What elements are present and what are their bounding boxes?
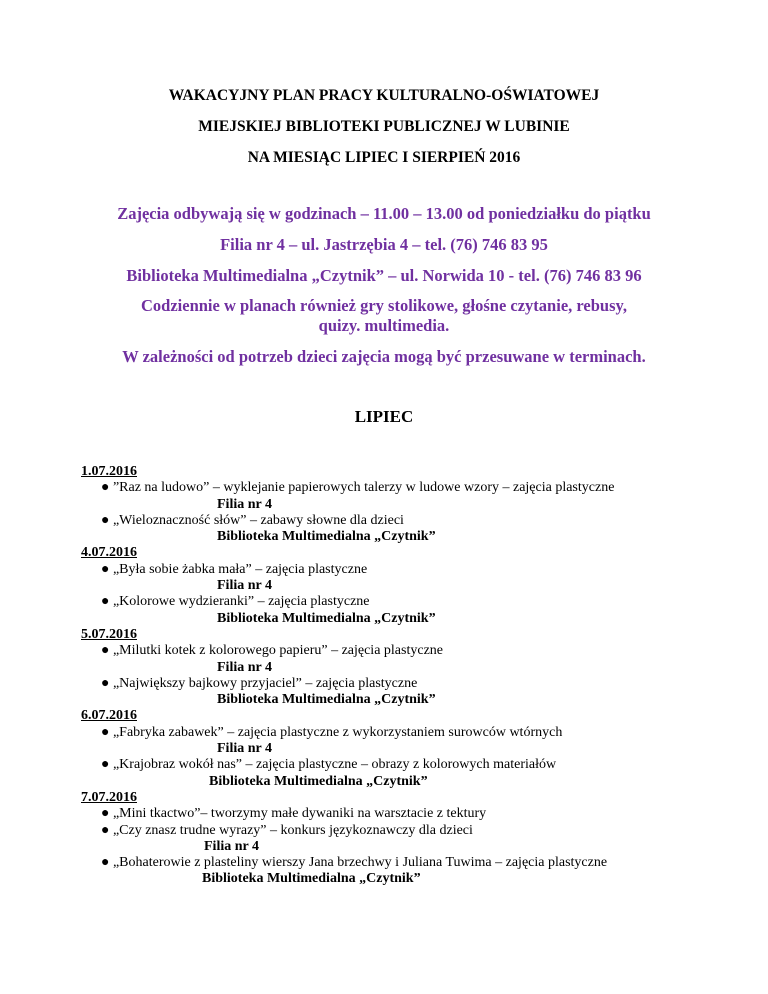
- schedule-location: Biblioteka Multimedialna „Czytnik”: [217, 692, 436, 708]
- czytnik-info: Biblioteka Multimedialna „Czytnik” – ul. Norwida 10 - tel. (76) 746 83 96: [126, 266, 642, 285]
- schedule-item: ● ”Raz na ludowo” – wyklejanie papierowych talerzy w ludowe wzory – zajęcia plastyczne: [101, 480, 615, 496]
- schedule-location: Filia nr 4: [217, 496, 272, 512]
- schedule-item: ● „Bohaterowie z plasteliny wierszy Jana brzechwy i Juliana Tuwima – zajęcia plastyczne: [101, 855, 608, 871]
- schedule-item: ● „Największy bajkowy przyjaciel” – zajęcia plastyczne: [101, 675, 418, 691]
- month-heading: LIPIEC: [354, 407, 414, 426]
- hours-info: Zajęcia odbywają się w godzinach – 11.00 – 13.00 od poniedziałku do piątku: [117, 204, 651, 223]
- title-line-1: WAKACYJNY PLAN PRACY KULTURALNO-OŚWIATOWEJ: [168, 87, 600, 104]
- daily-info-line-1: Codziennie w planach również gry stolikowe, głośne czytanie, rebusy,: [141, 296, 627, 315]
- schedule-date: 5.07.2016: [81, 626, 137, 642]
- schedule-item: ● „Czy znasz trudne wyrazy” – konkurs językoznawczy dla dzieci: [101, 822, 473, 838]
- schedule-note: W zależności od potrzeb dzieci zajęcia mogą być przesuwane w terminach.: [122, 347, 646, 366]
- schedule-item: ● „Wieloznaczność słów” – zabawy słowne dla dzieci: [101, 512, 404, 528]
- schedule-item: ● „Była sobie żabka mała” – zajęcia plastyczne: [101, 561, 368, 577]
- schedule-location: Biblioteka Multimedialna „Czytnik”: [202, 871, 421, 887]
- filia-info: Filia nr 4 – ul. Jastrzębia 4 – tel. (76) 746 83 95: [220, 235, 548, 254]
- schedule-item: ● „Milutki kotek z kolorowego papieru” – zajęcia plastyczne: [101, 643, 443, 659]
- schedule-date: 7.07.2016: [81, 789, 137, 805]
- schedule-date: 1.07.2016: [81, 464, 137, 479]
- schedule-location: Filia nr 4: [217, 659, 272, 675]
- schedule-date: 6.07.2016: [81, 708, 137, 724]
- schedule-item: ● „Fabryka zabawek” – zajęcia plastyczne z wykorzystaniem surowców wtórnych: [101, 724, 563, 740]
- schedule-date: 4.07.2016: [81, 545, 137, 561]
- title-line-2: MIEJSKIEJ BIBLIOTEKI PUBLICZNEJ W LUBINIE: [198, 118, 570, 135]
- schedule-location: Biblioteka Multimedialna „Czytnik”: [209, 773, 428, 789]
- schedule-location: Filia nr 4: [217, 741, 272, 757]
- schedule-location: Biblioteka Multimedialna „Czytnik”: [217, 529, 436, 545]
- schedule-list: [81, 464, 701, 888]
- schedule-item: ● „Mini tkactwo”– tworzymy małe dywaniki na warsztacie z tektury: [101, 806, 487, 822]
- schedule-location: Biblioteka Multimedialna „Czytnik”: [217, 610, 436, 626]
- schedule-location: Filia nr 4: [204, 838, 259, 854]
- schedule-location: Filia nr 4: [217, 578, 272, 594]
- schedule-item: ● „Krajobraz wokół nas” – zajęcia plastyczne – obrazy z kolorowych materiałów: [101, 757, 557, 773]
- schedule-item: ● „Kolorowe wydzieranki” – zajęcia plastyczne: [101, 594, 370, 610]
- title-line-3: NA MIESIĄC LIPIEC I SIERPIEŃ 2016: [247, 149, 521, 166]
- daily-info-line-2: quizy. multimedia.: [318, 316, 450, 335]
